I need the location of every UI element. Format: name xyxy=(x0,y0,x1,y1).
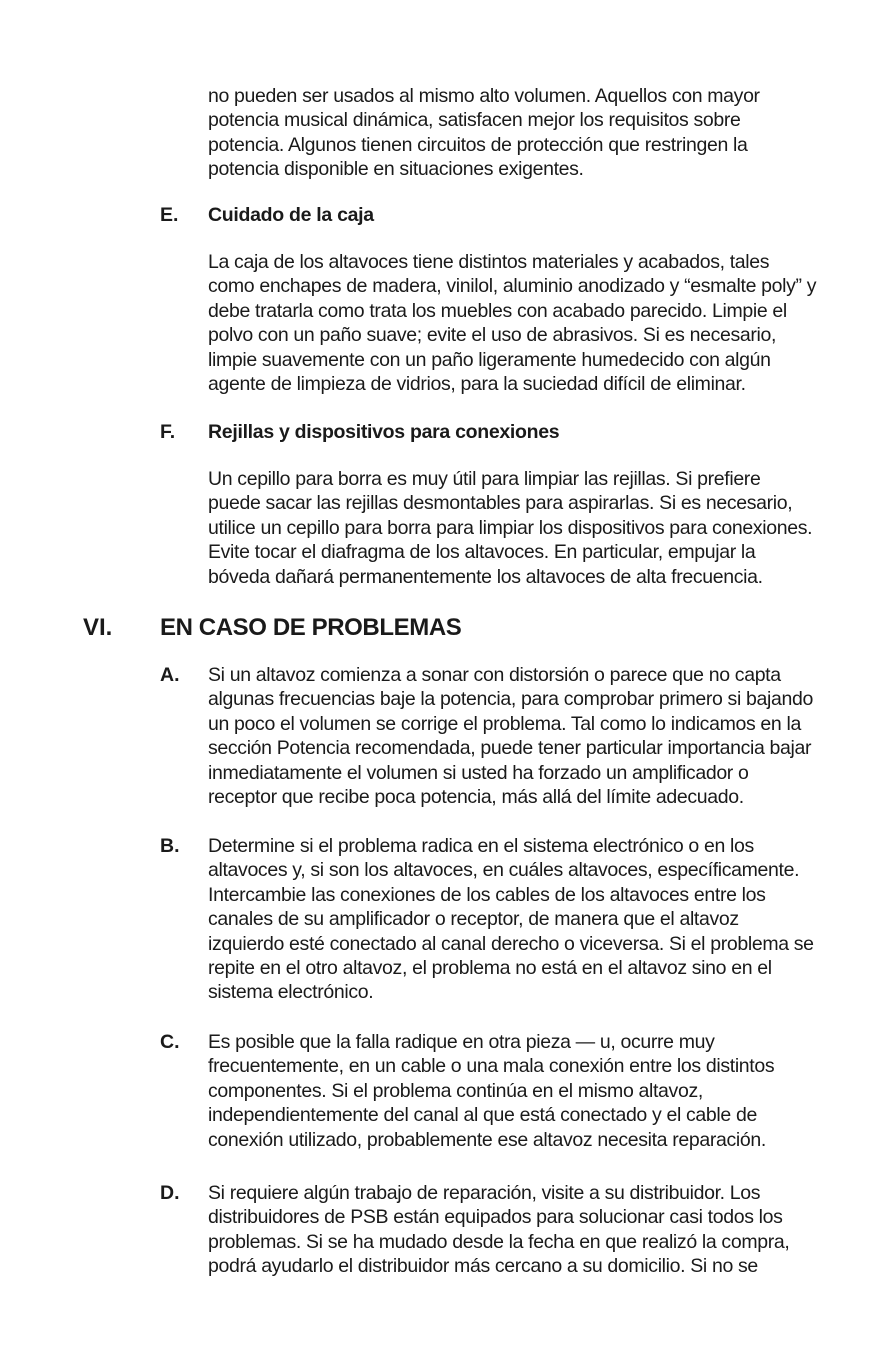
text-line: utilice un cepillo para borra para limpiar los dispositivos para conexiones. xyxy=(208,516,813,539)
text-line: podrá ayudarlo el distribuidor más cercano a su domicilio. Si no se xyxy=(208,1255,758,1278)
text-line: Evite tocar el diafragma de los altavoces. En particular, empujar la xyxy=(208,541,756,564)
item-b-label: B. xyxy=(160,835,180,857)
text-line: debe tratarla como trata los muebles con acabado parecido. Limpie el xyxy=(208,299,787,322)
text-line: potencia musical dinámica, satisfacen mejor los requisitos sobre xyxy=(208,109,741,132)
text-line: Si requiere algún trabajo de reparación, visite a su distribuidor. Los xyxy=(208,1182,761,1204)
item-f-label: F. xyxy=(160,421,176,443)
item-b-paragraph xyxy=(208,834,848,1005)
item-a-label: A. xyxy=(160,664,180,686)
section-title: EN CASO DE PROBLEMAS xyxy=(160,614,462,641)
text-line: algunas frecuencias baje la potencia, para comprobar primero si bajando xyxy=(208,688,813,711)
section-number: VI. xyxy=(83,614,113,641)
text-line: potencia disponible en situaciones exigentes. xyxy=(208,158,584,181)
text-line: independientemente del canal al que está conectado y el cable de xyxy=(208,1104,757,1127)
item-e-label: E. xyxy=(160,204,179,226)
text-line: Intercambie las conexiones de los cables de los altavoces entre los xyxy=(208,883,766,906)
item-f-paragraph xyxy=(208,467,848,589)
item-c-paragraph xyxy=(208,1030,848,1152)
text-line: limpie suavemente con un paño ligeramente humedecido con algún xyxy=(208,348,771,371)
text-line: canales de su amplificador o receptor, de manera que el altavoz xyxy=(208,908,739,931)
item-e-heading: Cuidado de la caja xyxy=(208,204,374,226)
text-line: sección Potencia recomendada, puede tener particular importancia bajar xyxy=(208,737,812,760)
text-line: conexión utilizado, probablemente ese altavoz necesita reparación. xyxy=(208,1128,766,1151)
text-line: agente de limpieza de vidrios, para la suciedad difícil de eliminar. xyxy=(208,373,746,396)
text-line: problemas. Si se ha mudado desde la fecha en que realizó la compra, xyxy=(208,1230,790,1253)
text-line: Si un altavoz comienza a sonar con distorsión o parece que no capta xyxy=(208,664,781,686)
text-line: polvo con un paño suave; evite el uso de abrasivos. Si es necesario, xyxy=(208,324,777,347)
item-f-heading: Rejillas y dispositivos para conexiones xyxy=(208,421,560,443)
text-line: Un cepillo para borra es muy útil para limpiar las rejillas. Si prefiere xyxy=(208,468,761,490)
text-line: Determine si el problema radica en el sistema electrónico o en los xyxy=(208,835,754,857)
text-line: componentes. Si el problema continúa en el mismo altavoz, xyxy=(208,1079,703,1102)
item-a-paragraph xyxy=(208,663,848,809)
text-line: receptor que recibe poca potencia, más allá del límite adecuado. xyxy=(208,786,744,809)
item-d-label: D. xyxy=(160,1182,180,1204)
text-line: altavoces y, si son los altavoces, en cuáles altavoces, específicamente. xyxy=(208,859,800,882)
text-line: inmediatamente el volumen si usted ha forzado un amplificador o xyxy=(208,761,749,784)
text-line: un poco el volumen se corrige el problema. Tal como lo indicamos en la xyxy=(208,712,801,735)
text-line: sistema electrónico. xyxy=(208,981,374,1004)
item-c-label: C. xyxy=(160,1031,180,1053)
text-line: distribuidores de PSB están equipados para solucionar casi todos los xyxy=(208,1206,783,1229)
text-line: potencia. Algunos tienen circuitos de protección que restringen la xyxy=(208,133,748,156)
text-line: puede sacar las rejillas desmontables para aspirarlas. Si es necesario, xyxy=(208,492,793,515)
continuation-paragraph xyxy=(208,84,848,182)
text-line: como enchapes de madera, vinilol, aluminio anodizado y “esmalte poly” y xyxy=(208,275,817,298)
text-line: Es posible que la falla radique en otra pieza — u, ocurre muy xyxy=(208,1031,715,1053)
text-line: izquierdo esté conectado al canal derecho o viceversa. Si el problema se xyxy=(208,932,814,955)
text-line: bóveda dañará permanentemente los altavoces de alta frecuencia. xyxy=(208,565,763,588)
text-line: La caja de los altavoces tiene distintos materiales y acabados, tales xyxy=(208,251,770,273)
text-line: repite en el otro altavoz, el problema no está en el altavoz sino en el xyxy=(208,957,772,980)
item-d-paragraph xyxy=(208,1181,848,1279)
text-line: no pueden ser usados al mismo alto volumen. Aquellos con mayor xyxy=(208,85,760,107)
item-e-paragraph xyxy=(208,250,848,396)
text-line: frecuentemente, en un cable o una mala conexión entre los distintos xyxy=(208,1055,775,1078)
